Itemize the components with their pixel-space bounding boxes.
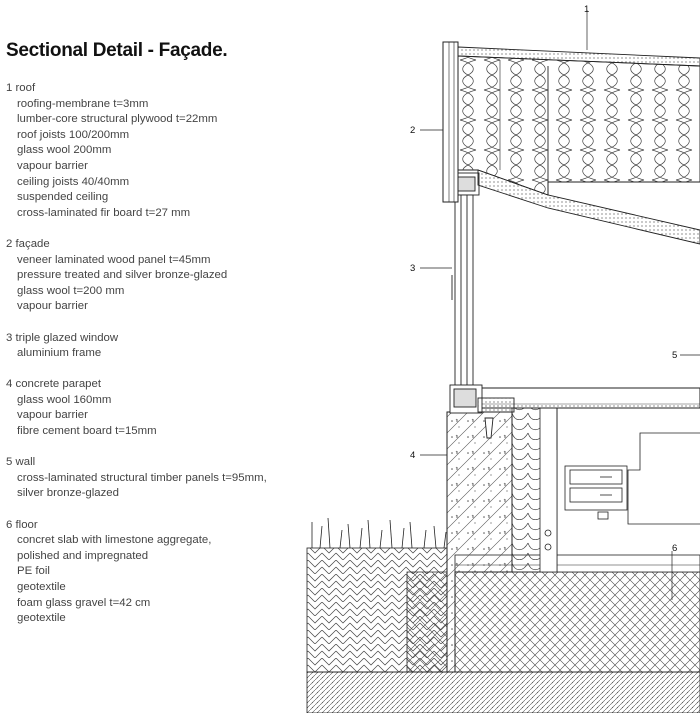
legend-number: 6 <box>6 518 13 531</box>
legend-item: polished and impregnated <box>17 549 149 562</box>
legend-item: pressure treated and silver bronze-glazed <box>17 269 228 282</box>
legend-group <box>6 81 306 221</box>
ground-base <box>307 672 700 713</box>
triple-glazed-window <box>450 173 514 438</box>
legend-item: vapour barrier <box>17 409 88 422</box>
callout-3: 3 <box>410 263 416 274</box>
legend-item: geotextile <box>17 581 66 593</box>
legend-item: suspended ceiling <box>17 191 109 204</box>
legend-group <box>6 518 306 627</box>
legend-heading: concrete parapet <box>15 378 102 391</box>
callout-5: 5 <box>672 350 678 361</box>
legend-heading: floor <box>15 518 38 531</box>
legend-item: aluminium frame <box>17 347 102 360</box>
legend-number: 1 <box>6 82 13 94</box>
legend-item: glass wool 200mm <box>17 144 112 157</box>
legend-item: vapour barrier <box>17 300 88 313</box>
legend-number: 2 <box>6 237 13 250</box>
section-drawing <box>300 0 700 713</box>
legend-item: concret slab with limestone aggregate, <box>17 534 212 547</box>
legend-heading: façade <box>15 237 50 250</box>
legend-item: glass wool t=200 mm <box>17 284 125 297</box>
legend-item: veneer laminated wood panel t=45mm <box>17 253 211 266</box>
legend-heading: wall <box>15 456 36 469</box>
legend-heading: roof <box>15 82 36 94</box>
legend-group <box>6 237 306 315</box>
legend-item: PE foil <box>17 565 50 578</box>
legend-item: glass wool 160mm <box>17 393 112 406</box>
callout-2: 2 <box>410 125 416 136</box>
legend-item: roof joists 100/200mm <box>17 128 130 141</box>
callout-6: 6 <box>672 543 678 554</box>
legend <box>6 81 306 642</box>
legend-item: geotextile <box>17 612 66 625</box>
legend-number: 4 <box>6 378 13 391</box>
drawing-title: Sectional Detail - Façade. <box>6 40 228 61</box>
legend-group <box>6 331 306 362</box>
legend-group <box>6 377 306 439</box>
legend-item: fibre cement board t=15mm <box>17 425 157 438</box>
legend-item: ceiling joists 40/40mm <box>17 175 130 188</box>
legend-item: roofing-membrane t=3mm <box>17 97 149 110</box>
legend-item: silver bronze-glazed <box>17 487 119 500</box>
legend-number: 3 <box>6 331 13 344</box>
foam-glass-slab <box>455 572 700 672</box>
legend-item: lumber-core structural plywood t=22mm <box>17 113 218 126</box>
legend-item: vapour barrier <box>17 159 88 172</box>
grass <box>312 518 446 548</box>
legend-heading: triple glazed window <box>15 331 119 344</box>
foam-glass-fill <box>407 572 447 672</box>
legend-group <box>6 455 306 502</box>
callout-4: 4 <box>410 450 416 461</box>
roof-insulation <box>458 56 700 195</box>
interior-cabinet <box>565 433 700 524</box>
legend-item: cross-laminated structural timber panels t=95mm, <box>17 471 267 484</box>
callout-1: 1 <box>584 4 590 15</box>
legend-number: 5 <box>6 456 13 469</box>
legend-item: foam glass gravel t=42 cm <box>17 596 151 609</box>
facade-panel <box>443 42 458 202</box>
legend-item: cross-laminated fir board t=27 mm <box>17 206 191 219</box>
